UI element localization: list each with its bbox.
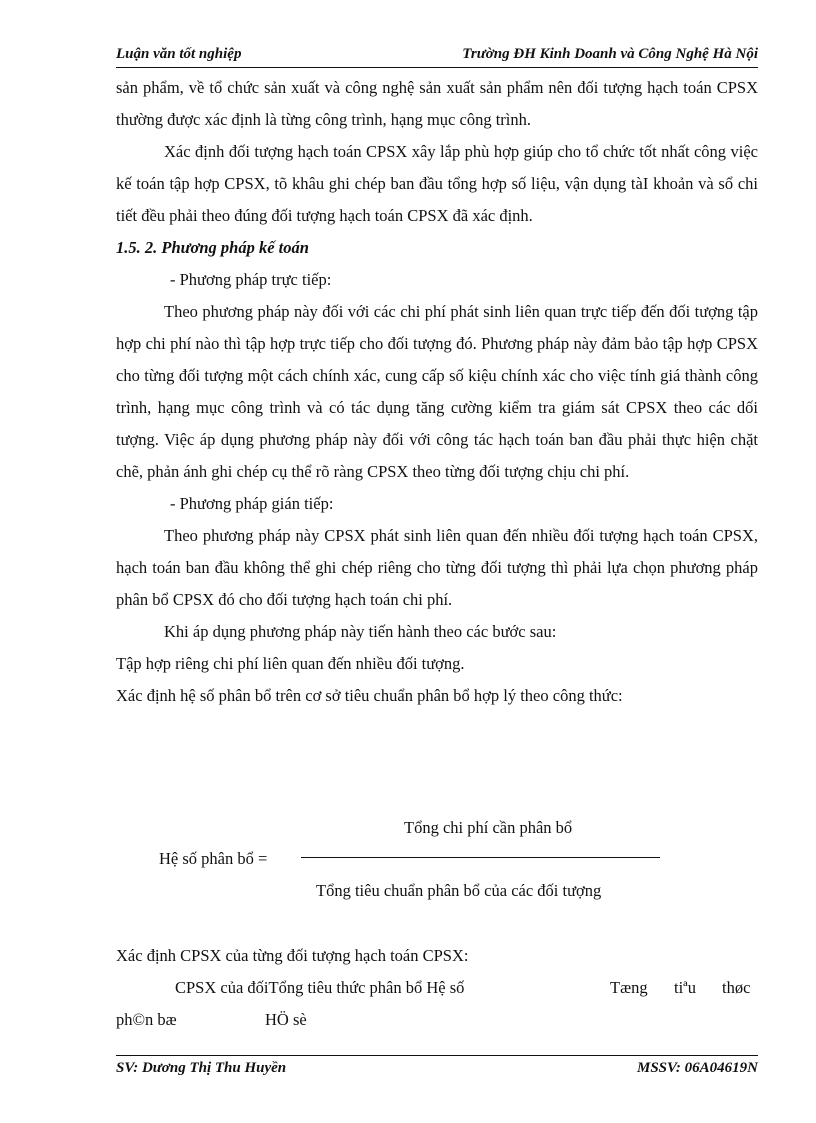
paragraph-step-3: Xác định CPSX của từng đối tượng hạch toán CPSX: (116, 946, 469, 965)
formula-numerator: Tổng chi phí cần phân bổ (404, 818, 573, 837)
subheading-direct-method: - Phương pháp trực tiếp: (170, 270, 332, 289)
garbled-word-1: Tæng (610, 978, 648, 997)
header-divider (116, 67, 758, 68)
garbled-formula-text: CPSX của đốiTổng tiêu thức phân bổ Hệ số (175, 978, 465, 997)
garbled-word-2: tiªu (674, 978, 696, 997)
subheading-indirect-method: - Phương pháp gián tiếp: (170, 494, 334, 513)
section-heading: 1.5. 2. Phương pháp kế toán (116, 238, 309, 257)
footer-student-id: MSSV: 06A04619N (637, 1060, 758, 1076)
paragraph-step-1: Tập hợp riêng chi phí liên quan đến nhiều đối tượng. (116, 654, 465, 673)
page-header (116, 44, 758, 68)
paragraph-determination: Xác định đối tượng hạch toán CPSX xây lắp phù hợp giúp cho tổ chức tốt nhất công việc kế toán tập hợp CPSX, tõ khâu ghi chép ban đầu tổng hợp số liệu, vận dụng tàI khoản và sổ chi tiết đều phải theo đúng đối tượng hạch toán CPSX đã xác định. (116, 142, 758, 225)
garbled-word-4: ph©n bæ (116, 1010, 177, 1029)
header-thesis-label: Luận văn tốt nghiệp (116, 46, 242, 62)
main-text (116, 72, 758, 712)
formula-denominator: Tổng tiêu chuẩn phân bổ của các đối tượng (316, 881, 602, 900)
footer-divider (116, 1055, 758, 1056)
garbled-word-3: thøc (722, 978, 751, 997)
formula-lhs: Hệ số phân bổ = (159, 849, 268, 868)
paragraph-direct-method: Theo phương pháp này đối với các chi phí phát sinh liên quan trực tiếp đến đối tượng tập hợp chi phí nào thì tập hợp trực tiếp cho đối tượng đó. Phương pháp này đảm bảo tập hợp CPSX cho từng đối tượng một cách chính xác, cung cấp số kiệu chính xác cho việc tính giá thành công trình, hạng mục công trình và có tác dụng tăng cường kiểm tra giám sát CPSX theo các dối tượng. Việc áp dụng phương pháp này đối với công tác hạch toán ban đầu phải thực hiện chặt chẽ, phản ánh ghi chép cụ thể rõ ràng CPSX theo từng đối tượng chịu chi phí. (116, 302, 758, 481)
garbled-word-5: HÖ sè (265, 1010, 307, 1029)
header-university: Trường ĐH Kinh Doanh và Công Nghệ Hà Nội (462, 46, 758, 62)
paragraph-step-2: Xác định hệ số phân bổ trên cơ sở tiêu chuẩn phân bổ hợp lý theo công thức: (116, 686, 623, 705)
paragraph-intro: sản phẩm, về tổ chức sản xuất và công nghệ sản xuất sản phẩm nên đối tượng hạch toán CPSX thường được xác định là từng công trình, hạng mục công trình. (116, 78, 758, 129)
paragraph-steps-intro: Khi áp dụng phương pháp này tiến hành theo các bước sau: (164, 622, 557, 641)
fraction-bar (301, 857, 660, 858)
footer-student-name: SV: Dương Thị Thu Huyền (116, 1060, 287, 1076)
page-footer (116, 1060, 758, 1082)
paragraph-indirect-method: Theo phương pháp này CPSX phát sinh liên quan đến nhiều đối tượng hạch toán CPSX, hạch toán ban đầu không thể ghi chép riêng cho từng đối tượng thì phải lựa chọn phương pháp phân bổ CPSX đó cho đối tượng hạch toán chi phí. (116, 526, 758, 609)
